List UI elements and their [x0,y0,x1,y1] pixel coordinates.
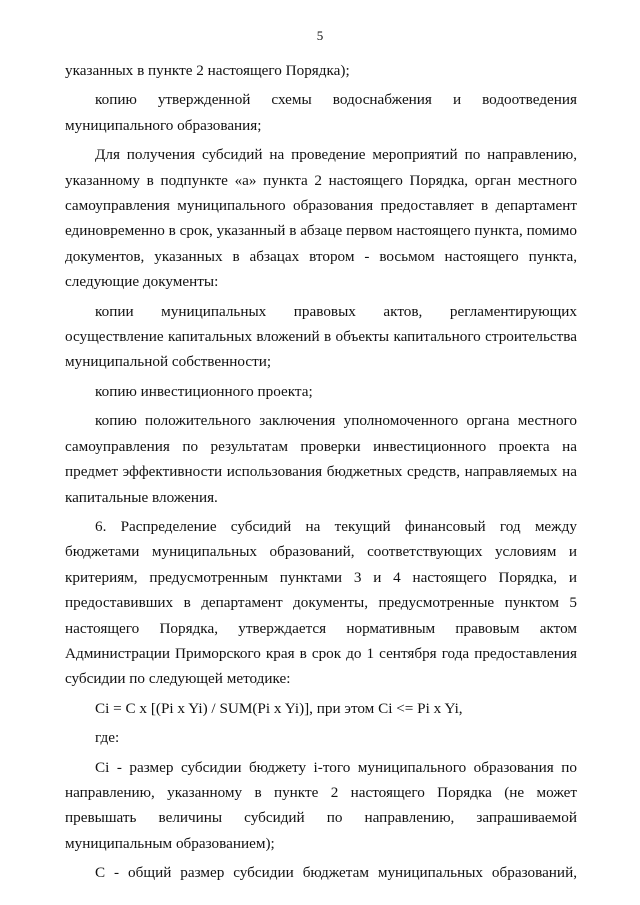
definition-ci: Ci - размер субсидии бюджету i-того муниципального образования по направлению, указанному в пункте 2 настоящего Порядка (не может превышать величины субсидий по направлению, запрашиваемой муниципальным образованием); [65,758,577,852]
page-number: 5 [316,28,324,43]
paragraph-subsidy-documents: Для получения субсидий на проведение мероприятий по направлению, указанному в подпункте «а» пункта 2 настоящего Порядка, орган местного самоуправления муниципального образования предоставляет в департамент единовременно в срок, указанный в абзаце первом настоящего пункта, помимо документов, указанных в абзацах втором - восьмом настоящего пункта, следующие документы: [65,146,577,291]
paragraph-continuation: указанных в пункте 2 настоящего Порядка); [65,62,350,79]
formula: Ci = C x [(Pi x Yi) / SUM(Pi x Yi)], при этом Ci <= Pi x Yi, [95,699,463,717]
formula-where: где: [95,729,120,747]
paragraph-water-scheme: копию утвержденной схемы водоснабжения и водоотведения муниципального образования; [65,91,577,134]
paragraph-positive-conclusion: копию положительного заключения уполномоченного органа местного самоуправления по результатам проверки инвестиционного проекта на предмет эффективности использования бюджетных средств, направляемых на капитальные вложения. [65,412,577,506]
paragraph-investment-project: копию инвестиционного проекта; [95,382,313,400]
paragraph-legal-acts: копии муниципальных правовых актов, регламентирующих осуществление капитальных вложений в объекты капитального строительства муниципальной собственности; [65,302,577,371]
document-body [65,58,577,886]
paragraph-section-6: 6. Распределение субсидий на текущий финансовый год между бюджетами муниципальных образований, соответствующих условиям и критериям, предусмотренным пунктами 3 и 4 настоящего Порядка, и предоставивших в департамент документы, предусмотренные пунктом 5 настоящего Порядка, утверждается нормативным правовым актом Администрации Приморского края в срок до 1 сентября года предоставления субсидии по следующей методике: [65,517,577,688]
definition-c: C - общий размер субсидии бюджетам муниципальных образований, [95,864,577,882]
